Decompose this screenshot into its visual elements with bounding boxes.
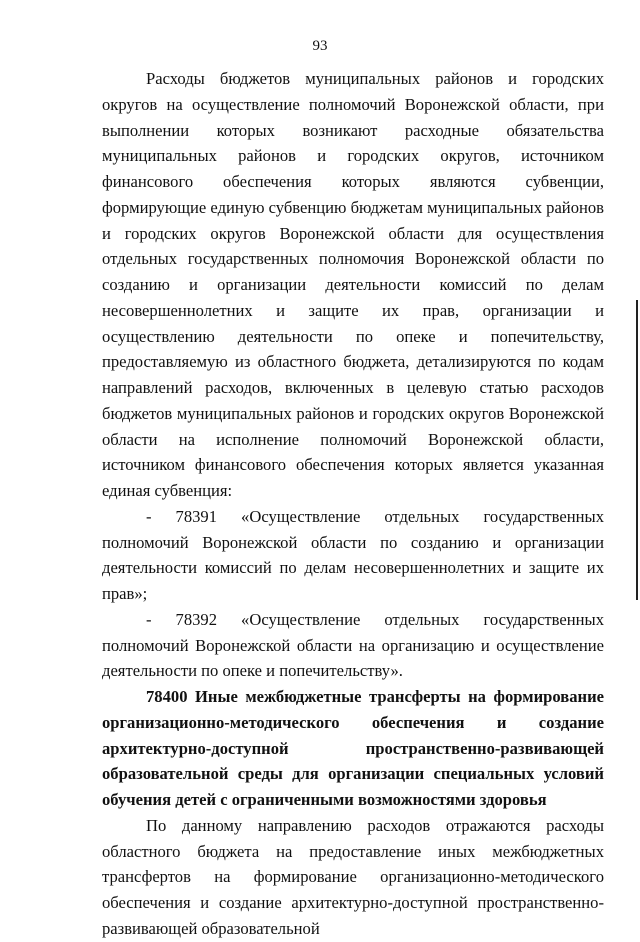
paragraph-78400-description: По данному направлению расходов отражаются расходы областного бюджета на предоставление иных межбюджетных трансфертов на формирование организационно-методического обеспечения и создание архитектурно-доступной пространственно-развивающей образовательной [102,815,604,938]
list-item-78392: - 78392 «Осуществление отдельных государственных полномочий Воронежской области на организацию и осуществление деятельности по опеке и попечительству». [102,609,604,681]
paragraph-subventions-intro: Расходы бюджетов муниципальных районов и городских округов на осуществление полномочий Воронежской области, при выполнении которых возникают расходные обязательства муниципальных районов и городских округов, источником финансового обеспечения которых являются субвенции, формирующие единую субвенцию бюджетам муниципальных районов и городских округов Воронежской области для осуществления отдельных государственных полномочия Воронежской области по созданию и организации деятельности комиссий по делам несовершеннолетних и защите их прав, организации и осуществлению деятельности по опеке и попечительству, предоставляемую из областного бюджета, детализируются по кодам направлений расходов, включенных в целевую статью расходов бюджетов муниципальных районов и городских округов Воронежской области на исполнение полномочий Воронежской области, источником финансового обеспечения которых является указанная единая субвенция: [102,69,604,500]
scan-edge-line [636,300,638,600]
document-body [102,66,604,942]
list-item-78391: - 78391 «Осуществление отдельных государственных полномочий Воронежской области по созданию и организации деятельности комиссий по делам несовершеннолетних и защите их прав»; [102,506,604,603]
section-heading-78400: 78400 Иные межбюджетные трансферты на формирование организационно-методического обеспечения и создание архитектурно-доступной пространственно-развивающей образовательной среды для организации специальных условий обучения детей с ограниченными возможностями здоровья [102,687,604,809]
page-number: 93 [312,38,328,54]
